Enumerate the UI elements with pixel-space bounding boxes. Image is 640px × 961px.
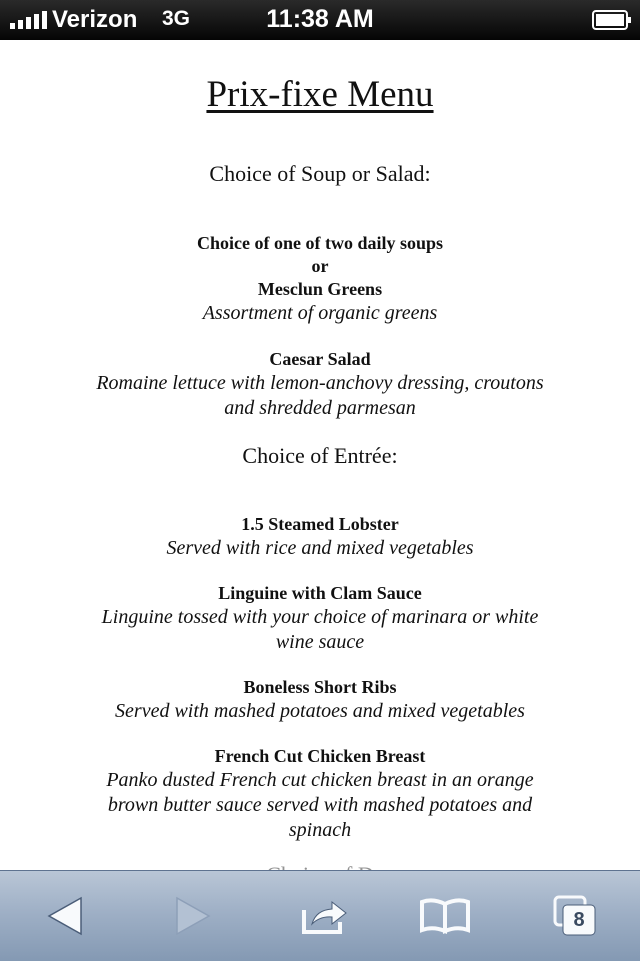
tab-count: 8: [573, 909, 585, 931]
chicken-desc-line3: spinach: [288, 819, 352, 841]
status-bar: [0, 0, 640, 40]
soup-salad-heading: Choice of Soup or Salad:: [209, 161, 431, 186]
back-button[interactable]: [30, 871, 100, 961]
ribs-desc: Served with mashed potatoes and mixed vegetables: [115, 700, 525, 722]
mesclun-greens-desc: Assortment of organic greens: [202, 302, 438, 324]
chicken-desc-line1: Panko dusted French cut chicken breast in an orange: [106, 769, 534, 791]
caesar-desc-line1: Romaine lettuce with lemon-anchovy dressing, croutons: [96, 372, 544, 394]
forward-button[interactable]: [158, 871, 228, 961]
forward-icon: [175, 896, 211, 936]
menu-item-short-ribs: [0, 676, 640, 724]
page-title: Prix-fixe Menu: [206, 74, 434, 115]
ribs-name: Boneless Short Ribs: [243, 677, 397, 697]
network-type: 3G: [162, 7, 191, 30]
tabs-icon: [553, 895, 597, 937]
share-icon: [300, 896, 350, 936]
tabs-button[interactable]: [540, 871, 610, 961]
clock: 11:38 AM: [266, 5, 374, 33]
entree-heading: Choice of Entrée:: [242, 443, 398, 468]
web-page[interactable]: [0, 40, 640, 870]
browser-toolbar: [0, 870, 640, 961]
caesar-name: Caesar Salad: [269, 349, 371, 369]
linguine-desc-line1: Linguine tossed with your choice of marinara or white: [101, 606, 539, 628]
caesar-desc-line2: and shredded parmesan: [224, 397, 416, 419]
mesclun-greens-name: Mesclun Greens: [257, 279, 383, 299]
bookmarks-icon: [419, 898, 471, 934]
soup-salad-options: [0, 232, 640, 326]
bookmarks-button[interactable]: [410, 871, 480, 961]
menu-item-linguine: [0, 582, 640, 655]
menu-item-lobster: [0, 513, 640, 561]
chicken-desc-line2: brown butter sauce served with mashed potatoes and: [107, 794, 533, 816]
linguine-desc-line2: wine sauce: [275, 631, 365, 653]
or-separator: or: [311, 256, 329, 276]
carrier-name: Verizon: [52, 6, 138, 33]
linguine-name: Linguine with Clam Sauce: [218, 583, 422, 603]
chicken-name: French Cut Chicken Breast: [214, 746, 426, 766]
menu-item-chicken: [0, 745, 640, 843]
battery-icon: [592, 10, 632, 30]
lobster-desc: Served with rice and mixed vegetables: [166, 537, 474, 559]
daily-soups: Choice of one of two daily soups: [196, 233, 443, 253]
menu-item-caesar: [0, 348, 640, 421]
back-icon: [47, 896, 83, 936]
share-button[interactable]: [290, 871, 360, 961]
lobster-name: 1.5 Steamed Lobster: [241, 514, 399, 534]
